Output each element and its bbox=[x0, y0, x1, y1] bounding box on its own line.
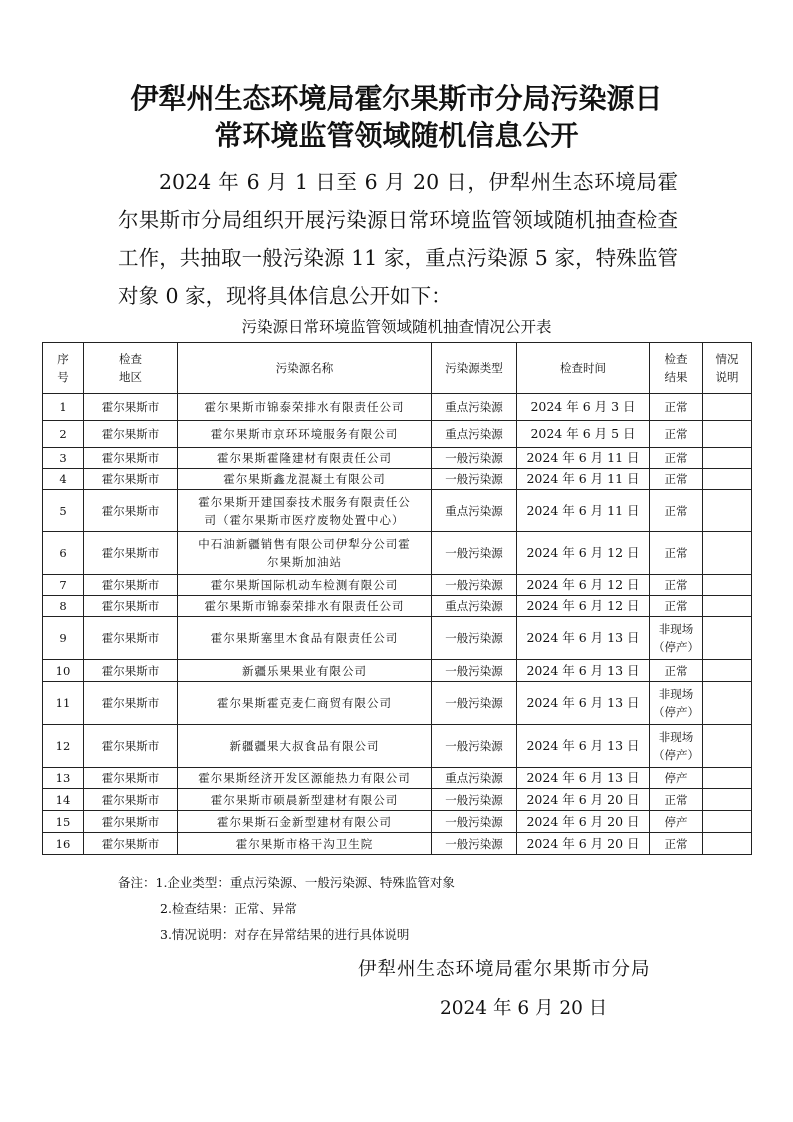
cell-source-name-line: 霍尔果斯国际机动车检测有限公司 bbox=[210, 578, 399, 592]
column-header bbox=[178, 343, 432, 394]
cell-area: 霍尔果斯市 bbox=[84, 469, 178, 490]
cell-area: 霍尔果斯市 bbox=[84, 448, 178, 469]
cell-source-type: 一般污染源 bbox=[432, 682, 517, 725]
cell-source-name bbox=[178, 725, 432, 768]
cell-result bbox=[650, 532, 703, 575]
cell-inspect-date: 2024 年 6 月 11 日 bbox=[517, 469, 650, 490]
title-line-2: 常环境监管领域随机信息公开 bbox=[214, 119, 579, 152]
column-header bbox=[517, 343, 650, 394]
cell-result bbox=[650, 394, 703, 421]
cell-note bbox=[703, 789, 752, 811]
cell-result-line: 停产 bbox=[664, 771, 688, 785]
cell-inspect-date: 2024 年 6 月 13 日 bbox=[517, 682, 650, 725]
notes bbox=[118, 870, 455, 948]
cell-source-name-line: 尔果斯加油站 bbox=[267, 555, 342, 569]
cell-note bbox=[703, 768, 752, 789]
column-header bbox=[703, 343, 752, 394]
title-line-1: 伊犁州生态环境局霍尔果斯市分局污染源日 bbox=[130, 82, 663, 115]
column-header-line: 检查时间 bbox=[560, 361, 606, 375]
cell-area: 霍尔果斯市 bbox=[84, 768, 178, 789]
cell-source-name bbox=[178, 490, 432, 532]
column-header-line: 地区 bbox=[119, 370, 142, 384]
cell-result-line: 正常 bbox=[664, 792, 688, 807]
cell-inspect-date: 2024 年 6 月 5 日 bbox=[517, 421, 650, 448]
cell-source-name-line: 霍尔果斯鑫龙混凝土有限公司 bbox=[223, 472, 386, 486]
column-header bbox=[432, 343, 517, 394]
cell-source-name-line: 司（霍尔果斯市医疗废物处置中心） bbox=[204, 512, 405, 527]
cell-result-line: 正常 bbox=[664, 427, 688, 441]
cell-result-line: 正常 bbox=[664, 400, 688, 414]
table-row bbox=[43, 768, 752, 789]
cell-inspect-date: 2024 年 6 月 13 日 bbox=[517, 660, 650, 682]
cell-result-line: 正常 bbox=[664, 836, 688, 851]
column-header-line: 情况 bbox=[715, 352, 739, 366]
note-item: 备注：1.企业类型：重点污染源、一般污染源、特殊监管对象 bbox=[118, 875, 455, 890]
cell-note bbox=[703, 448, 752, 469]
cell-area: 霍尔果斯市 bbox=[84, 617, 178, 660]
cell-inspect-date: 2024 年 6 月 12 日 bbox=[517, 575, 650, 596]
cell-source-type: 重点污染源 bbox=[432, 768, 517, 789]
cell-index: 10 bbox=[43, 660, 84, 682]
cell-note bbox=[703, 469, 752, 490]
cell-result bbox=[650, 490, 703, 532]
cell-result bbox=[650, 682, 703, 725]
table-caption: 污染源日常环境监管领域随机抽查情况公开表 bbox=[241, 318, 552, 336]
cell-source-name-line: 霍尔果斯市京环环境服务有限公司 bbox=[210, 427, 399, 441]
cell-area: 霍尔果斯市 bbox=[84, 532, 178, 575]
cell-note bbox=[703, 660, 752, 682]
cell-area: 霍尔果斯市 bbox=[84, 421, 178, 448]
column-header bbox=[84, 343, 178, 394]
table-body bbox=[43, 394, 752, 855]
column-header-line: 说明 bbox=[715, 370, 739, 384]
cell-area: 霍尔果斯市 bbox=[84, 789, 178, 811]
table-row bbox=[43, 811, 752, 833]
cell-result bbox=[650, 575, 703, 596]
table-row bbox=[43, 421, 752, 448]
column-header-line: 序 bbox=[57, 352, 69, 366]
cell-source-name bbox=[178, 660, 432, 682]
column-header-line: 号 bbox=[57, 370, 69, 384]
cell-source-name-line: 霍尔果斯开建国泰技术服务有限责任公 bbox=[198, 494, 411, 509]
cell-source-name bbox=[178, 575, 432, 596]
cell-result bbox=[650, 421, 703, 448]
cell-note bbox=[703, 421, 752, 448]
cell-note bbox=[703, 490, 752, 532]
cell-note bbox=[703, 575, 752, 596]
cell-area: 霍尔果斯市 bbox=[84, 490, 178, 532]
cell-source-type: 一般污染源 bbox=[432, 833, 517, 855]
cell-source-name bbox=[178, 768, 432, 789]
intro-paragraph: 2024 年 6 月 1 日至 6 月 20 日，伊犁州生态环境局霍尔果斯市分局组织开展污染源日常环境监管领域随机抽查检查工作，共抽取一般污染源 11 家，重点污染源 5 家，特殊监管对象 0 家，现将具体信息公开如下： bbox=[118, 170, 678, 308]
cell-source-name bbox=[178, 532, 432, 575]
cell-note bbox=[703, 596, 752, 617]
cell-result-line: （停产） bbox=[653, 748, 699, 762]
cell-source-name-line: 霍尔果斯经济开发区源能热力有限公司 bbox=[198, 771, 411, 785]
cell-source-name bbox=[178, 617, 432, 660]
cell-result bbox=[650, 660, 703, 682]
cell-inspect-date: 2024 年 6 月 20 日 bbox=[517, 789, 650, 811]
cell-inspect-date: 2024 年 6 月 3 日 bbox=[517, 394, 650, 421]
cell-source-type: 一般污染源 bbox=[432, 811, 517, 833]
cell-source-name-line: 霍尔果斯塞里木食品有限责任公司 bbox=[210, 631, 399, 645]
cell-inspect-date: 2024 年 6 月 12 日 bbox=[517, 532, 650, 575]
cell-inspect-date: 2024 年 6 月 20 日 bbox=[517, 833, 650, 855]
cell-result-line: 停产 bbox=[664, 814, 688, 829]
cell-index: 1 bbox=[43, 394, 84, 421]
cell-source-name bbox=[178, 394, 432, 421]
table-row bbox=[43, 532, 752, 575]
document-title bbox=[0, 80, 793, 154]
cell-index: 5 bbox=[43, 490, 84, 532]
cell-result bbox=[650, 448, 703, 469]
cell-source-name bbox=[178, 682, 432, 725]
cell-source-name bbox=[178, 833, 432, 855]
cell-index: 16 bbox=[43, 833, 84, 855]
cell-result-line: 正常 bbox=[664, 578, 688, 592]
cell-note bbox=[703, 532, 752, 575]
table-row bbox=[43, 394, 752, 421]
cell-source-name-line: 中石油新疆销售有限公司伊犁分公司霍 bbox=[198, 537, 411, 551]
table-header-row bbox=[43, 343, 752, 394]
cell-source-name bbox=[178, 448, 432, 469]
cell-area: 霍尔果斯市 bbox=[84, 833, 178, 855]
cell-source-name bbox=[178, 596, 432, 617]
table-row bbox=[43, 833, 752, 855]
cell-result-line: 正常 bbox=[664, 546, 688, 560]
cell-index: 6 bbox=[43, 532, 84, 575]
cell-area: 霍尔果斯市 bbox=[84, 575, 178, 596]
cell-area: 霍尔果斯市 bbox=[84, 596, 178, 617]
cell-area: 霍尔果斯市 bbox=[84, 682, 178, 725]
cell-source-type: 一般污染源 bbox=[432, 575, 517, 596]
column-header bbox=[43, 343, 84, 394]
cell-source-name bbox=[178, 469, 432, 490]
cell-note bbox=[703, 394, 752, 421]
cell-index: 11 bbox=[43, 682, 84, 725]
cell-inspect-date: 2024 年 6 月 13 日 bbox=[517, 617, 650, 660]
cell-result-line: 正常 bbox=[664, 451, 688, 465]
cell-area: 霍尔果斯市 bbox=[84, 725, 178, 768]
cell-source-type: 一般污染源 bbox=[432, 617, 517, 660]
cell-source-type: 一般污染源 bbox=[432, 448, 517, 469]
cell-index: 4 bbox=[43, 469, 84, 490]
cell-result-line: 正常 bbox=[664, 599, 688, 613]
cell-index: 7 bbox=[43, 575, 84, 596]
column-header-line: 结果 bbox=[664, 370, 688, 384]
inspection-table bbox=[42, 342, 752, 855]
cell-source-name bbox=[178, 789, 432, 811]
column-header bbox=[650, 343, 703, 394]
cell-source-name-line: 霍尔果斯霍隆建材有限责任公司 bbox=[217, 451, 392, 465]
cell-source-name-line: 新疆疆果大叔食品有限公司 bbox=[229, 739, 380, 753]
table-row bbox=[43, 682, 752, 725]
cell-inspect-date: 2024 年 6 月 11 日 bbox=[517, 448, 650, 469]
cell-result-line: 正常 bbox=[664, 503, 688, 518]
cell-result bbox=[650, 811, 703, 833]
cell-source-name-line: 霍尔果斯市格干沟卫生院 bbox=[235, 836, 374, 851]
cell-inspect-date: 2024 年 6 月 11 日 bbox=[517, 490, 650, 532]
column-header-line: 污染源类型 bbox=[445, 361, 503, 375]
cell-note bbox=[703, 811, 752, 833]
cell-area: 霍尔果斯市 bbox=[84, 811, 178, 833]
table-row bbox=[43, 469, 752, 490]
column-header-line: 污染源名称 bbox=[275, 361, 334, 375]
cell-result bbox=[650, 833, 703, 855]
cell-note bbox=[703, 833, 752, 855]
table-row bbox=[43, 596, 752, 617]
column-header-line: 检查 bbox=[119, 352, 142, 366]
cell-result-line: 非现场 bbox=[658, 622, 694, 636]
table-row bbox=[43, 575, 752, 596]
cell-note bbox=[703, 682, 752, 725]
cell-result-line: 正常 bbox=[664, 663, 688, 678]
note-item: 3.情况说明：对存在异常结果的进行具体说明 bbox=[160, 927, 410, 942]
cell-index: 3 bbox=[43, 448, 84, 469]
cell-result bbox=[650, 725, 703, 768]
cell-result-line: 非现场 bbox=[658, 687, 694, 701]
cell-result-line: 非现场 bbox=[658, 730, 694, 744]
cell-source-type: 一般污染源 bbox=[432, 469, 517, 490]
cell-source-type: 重点污染源 bbox=[432, 394, 517, 421]
table-row bbox=[43, 789, 752, 811]
table-row bbox=[43, 660, 752, 682]
cell-index: 14 bbox=[43, 789, 84, 811]
column-header-line: 检查 bbox=[664, 352, 688, 366]
cell-result-line: （停产） bbox=[653, 640, 699, 654]
cell-source-name-line: 新疆乐果果业有限公司 bbox=[242, 663, 367, 678]
cell-source-type: 一般污染源 bbox=[432, 532, 517, 575]
cell-source-type: 一般污染源 bbox=[432, 660, 517, 682]
signature-date: 2024 年 6 月 20 日 bbox=[440, 998, 608, 1019]
cell-source-name-line: 霍尔果斯石金新型建材有限公司 bbox=[217, 814, 392, 829]
cell-note bbox=[703, 617, 752, 660]
cell-result-line: （停产） bbox=[653, 705, 699, 719]
cell-index: 9 bbox=[43, 617, 84, 660]
table-row bbox=[43, 725, 752, 768]
cell-result bbox=[650, 789, 703, 811]
note-item: 2.检查结果：正常、异常 bbox=[160, 901, 297, 916]
cell-inspect-date: 2024 年 6 月 20 日 bbox=[517, 811, 650, 833]
cell-source-type: 重点污染源 bbox=[432, 596, 517, 617]
cell-source-name bbox=[178, 421, 432, 448]
table-row bbox=[43, 448, 752, 469]
cell-result bbox=[650, 469, 703, 490]
cell-source-name-line: 霍尔果斯市锦泰荣排水有限责任公司 bbox=[204, 400, 405, 414]
cell-source-type: 重点污染源 bbox=[432, 490, 517, 532]
signature-org: 伊犁州生态环境局霍尔果斯市分局 bbox=[358, 959, 651, 980]
cell-source-type: 一般污染源 bbox=[432, 725, 517, 768]
cell-source-type: 一般污染源 bbox=[432, 789, 517, 811]
cell-result-line: 正常 bbox=[664, 472, 688, 486]
cell-index: 2 bbox=[43, 421, 84, 448]
cell-source-name-line: 霍尔果斯市硕晨新型建材有限公司 bbox=[210, 792, 399, 807]
cell-index: 12 bbox=[43, 725, 84, 768]
cell-inspect-date: 2024 年 6 月 12 日 bbox=[517, 596, 650, 617]
cell-area: 霍尔果斯市 bbox=[84, 394, 178, 421]
cell-source-name-line: 霍尔果斯市锦泰荣排水有限责任公司 bbox=[204, 599, 405, 613]
cell-inspect-date: 2024 年 6 月 13 日 bbox=[517, 768, 650, 789]
cell-inspect-date: 2024 年 6 月 13 日 bbox=[517, 725, 650, 768]
cell-index: 8 bbox=[43, 596, 84, 617]
cell-source-name-line: 霍尔果斯霍克麦仁商贸有限公司 bbox=[217, 696, 392, 710]
cell-area: 霍尔果斯市 bbox=[84, 660, 178, 682]
cell-note bbox=[703, 725, 752, 768]
cell-index: 15 bbox=[43, 811, 84, 833]
cell-result bbox=[650, 617, 703, 660]
cell-source-name bbox=[178, 811, 432, 833]
cell-result bbox=[650, 768, 703, 789]
table-row bbox=[43, 490, 752, 532]
cell-result bbox=[650, 596, 703, 617]
cell-source-type: 重点污染源 bbox=[432, 421, 517, 448]
table-row bbox=[43, 617, 752, 660]
cell-index: 13 bbox=[43, 768, 84, 789]
